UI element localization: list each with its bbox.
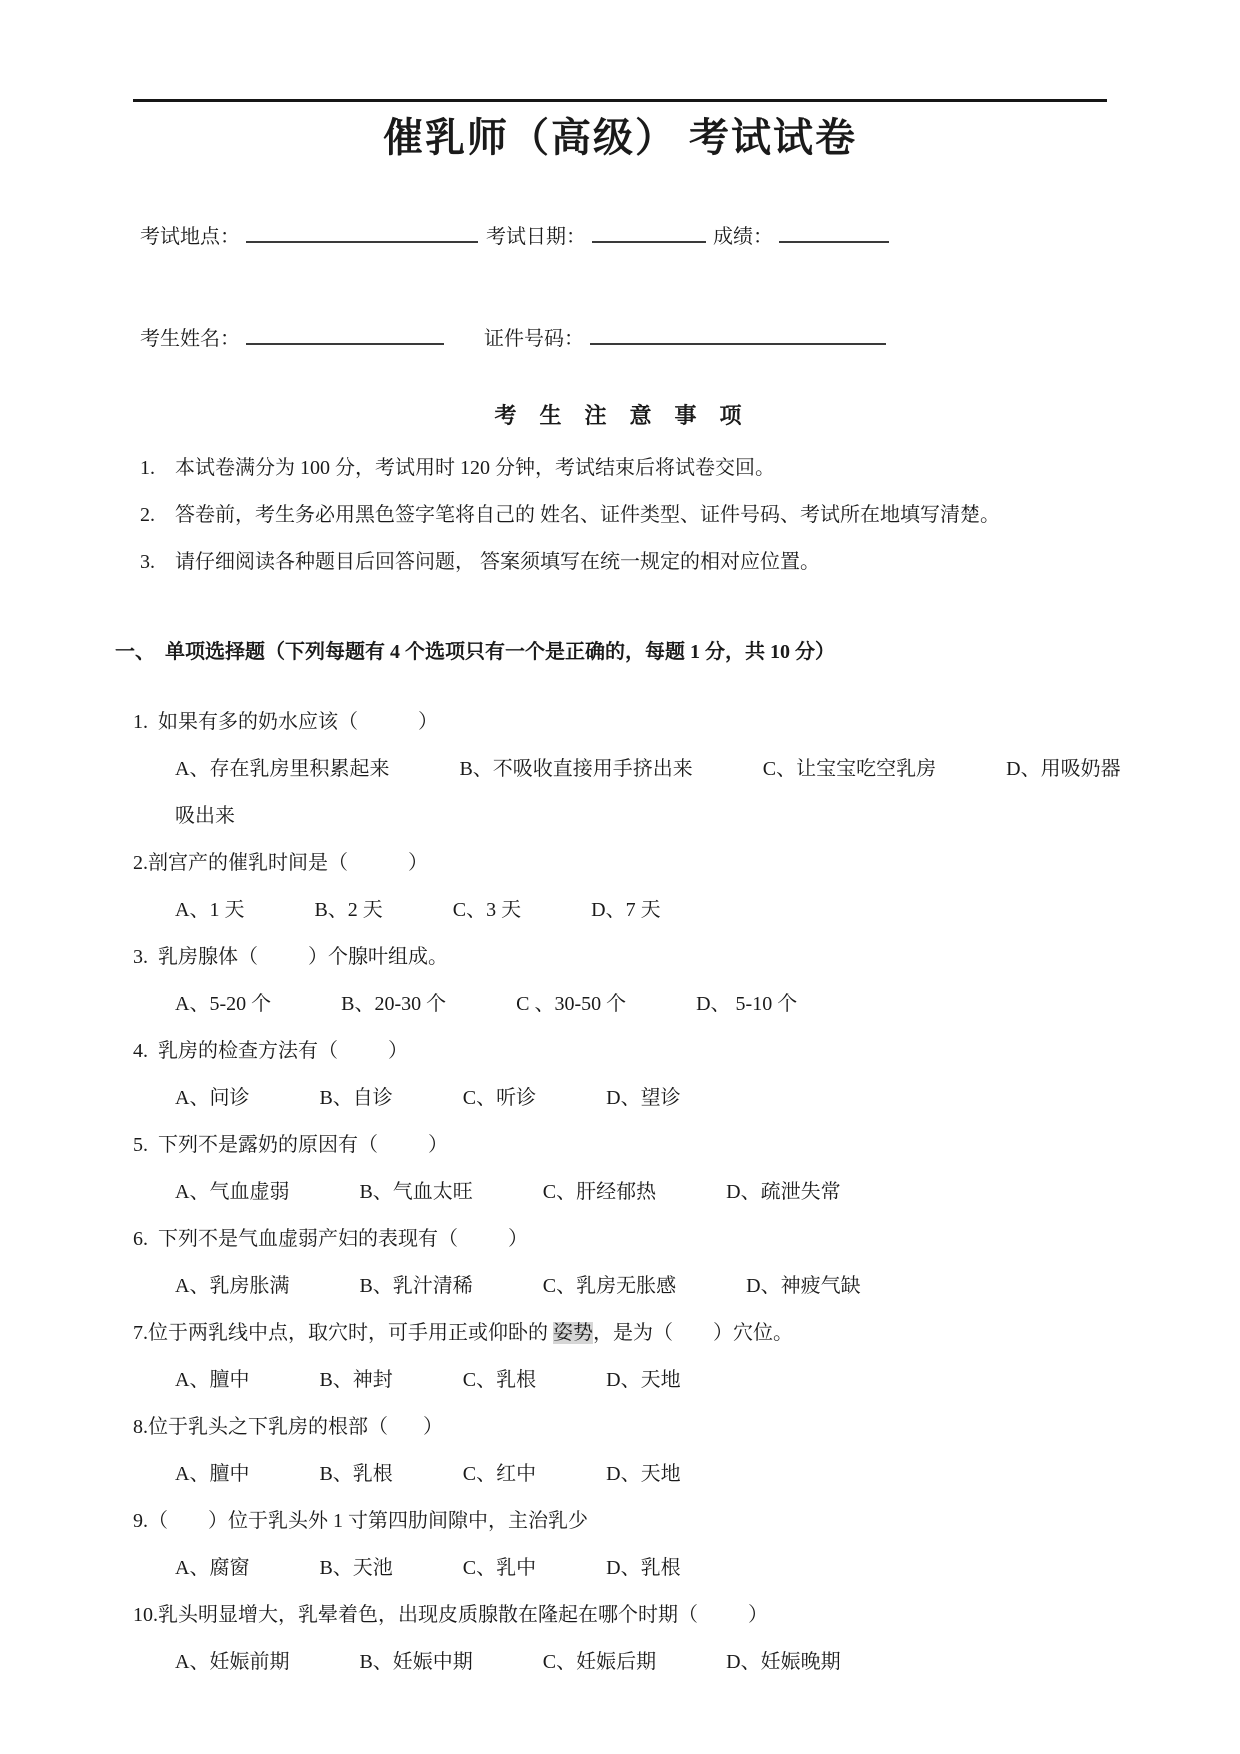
option: B、20-30 个 (341, 993, 447, 1015)
candidate-name-blank (246, 323, 444, 345)
section-heading (115, 637, 1125, 667)
notice-item-text: 答卷前，考生务必用黑色签字笔将自己的 姓名、证件类型、证件号码、考试所在地填写清楚。 (175, 504, 1000, 526)
option: D、天地 (606, 1369, 681, 1391)
option: C、听诊 (462, 1087, 537, 1109)
option: C、肝经郁热 (542, 1181, 657, 1203)
exam-info-row (115, 221, 1125, 251)
question-options (115, 746, 1125, 840)
option: B、气血太旺 (359, 1181, 473, 1203)
option: A、乳房胀满 (175, 1275, 290, 1297)
id-number-blank (590, 323, 886, 345)
question-1 (115, 699, 1125, 840)
option: C、3 天 (452, 899, 522, 921)
option: D、妊娠晚期 (726, 1651, 841, 1673)
notice-item-text: 请仔细阅读各种题目后回答问题， 答案须填写在统一规定的相对应位置。 (175, 551, 820, 573)
option: C、乳房无胀感 (542, 1275, 677, 1297)
candidate-name-label: 考生姓名： (140, 328, 240, 350)
option: C、红中 (462, 1463, 537, 1485)
option: A、问诊 (175, 1087, 250, 1109)
id-number-label: 证件号码： (484, 328, 584, 350)
question-8 (115, 1404, 1125, 1498)
notice-item-3 (115, 547, 1125, 577)
question-9 (115, 1498, 1125, 1592)
option: D、 5-10 个 (696, 993, 798, 1015)
exam-location-label: 考试地点： (140, 226, 240, 248)
option: D、天地 (606, 1463, 681, 1485)
option: B、2 天 (314, 899, 383, 921)
highlighted-word: 姿势 (553, 1322, 593, 1344)
exam-location-blank (246, 221, 478, 243)
option: B、不吸收直接用手挤出来 (459, 758, 693, 780)
option: B、神封 (319, 1369, 393, 1391)
question-options (115, 1357, 1125, 1404)
option: A、气血虚弱 (175, 1181, 290, 1203)
section-title: 单项选择题（下列每题有 4 个选项只有一个是正确的，每题 1 分，共 10 分） (165, 641, 835, 663)
notice-item-1 (115, 453, 1125, 483)
exam-date-label: 考试日期： (486, 226, 586, 248)
option: D、神疲气缺 (746, 1275, 861, 1297)
question-options (115, 887, 1125, 934)
exam-date-blank (592, 221, 706, 243)
score-blank (779, 221, 889, 243)
option: D、望诊 (606, 1087, 681, 1109)
candidate-info-row (115, 323, 1125, 353)
notice-item-number: 3. (140, 551, 155, 573)
notice-item-number: 1. (140, 457, 155, 479)
option: A、妊娠前期 (175, 1651, 290, 1673)
question-4 (115, 1028, 1125, 1122)
option: B、乳汁清稀 (359, 1275, 473, 1297)
question-stem: 10.乳头明显增大，乳晕着色，出现皮质腺散在隆起在哪个时期（ ） (133, 1604, 768, 1626)
option: B、天池 (319, 1557, 393, 1579)
option: D、用吸奶器吸出来 (175, 758, 1121, 827)
notice-item-number: 2. (140, 504, 155, 526)
option: A、膻中 (175, 1463, 250, 1485)
option: C、让宝宝吃空乳房 (762, 758, 937, 780)
option: C、妊娠后期 (542, 1651, 657, 1673)
question-stem: 7.位于两乳线中点，取穴时，可手用正或仰卧的 姿势，是为（ ）穴位。 (133, 1322, 793, 1344)
questions-list (115, 699, 1125, 1686)
option: A、5-20 个 (175, 993, 272, 1015)
question-options (115, 1169, 1125, 1216)
notice-heading: 考 生 注 意 事 项 (494, 403, 746, 428)
question-stem: 8.位于乳头之下乳房的根部（ ） (133, 1416, 443, 1438)
question-options (115, 1639, 1125, 1686)
question-stem: 6. 下列不是气血虚弱产妇的表现有（ ） (133, 1228, 528, 1250)
option: A、1 天 (175, 899, 245, 921)
question-2 (115, 840, 1125, 934)
option: B、乳根 (319, 1463, 393, 1485)
question-options (115, 1263, 1125, 1310)
option: B、自诊 (319, 1087, 393, 1109)
notice-item-2 (115, 500, 1125, 530)
question-options (115, 1075, 1125, 1122)
option: A、膻中 (175, 1369, 250, 1391)
question-stem: 9.（ ）位于乳头外 1 寸第四肋间隙中，主治乳少 (133, 1510, 588, 1532)
question-stem: 3. 乳房腺体（ ）个腺叶组成。 (133, 946, 448, 968)
notice-item-text: 本试卷满分为 100 分，考试用时 120 分钟，考试结束后将试卷交回。 (175, 457, 775, 479)
option: A、腐窗 (175, 1557, 250, 1579)
question-options (115, 1545, 1125, 1592)
question-3 (115, 934, 1125, 1028)
notice-list (115, 453, 1125, 577)
option: C、乳根 (462, 1369, 537, 1391)
section-number: 一、 (115, 641, 155, 663)
question-10 (115, 1592, 1125, 1686)
question-6 (115, 1216, 1125, 1310)
score-label: 成绩： (713, 226, 773, 248)
option: C 、30-50 个 (516, 993, 627, 1015)
question-stem: 4. 乳房的检查方法有（ ） (133, 1040, 408, 1062)
option: D、疏泄失常 (726, 1181, 841, 1203)
question-5 (115, 1122, 1125, 1216)
question-7 (115, 1310, 1125, 1404)
question-stem: 2.剖宫产的催乳时间是（ ） (133, 852, 428, 874)
option: D、7 天 (591, 899, 661, 921)
question-stem: 1. 如果有多的奶水应该（ ） (133, 711, 438, 733)
question-stem: 5. 下列不是露奶的原因有（ ） (133, 1134, 448, 1156)
question-options (115, 1451, 1125, 1498)
option: C、乳中 (462, 1557, 537, 1579)
question-options (115, 981, 1125, 1028)
header-rule (133, 99, 1107, 102)
option: A、存在乳房里积累起来 (175, 758, 390, 780)
option: B、妊娠中期 (359, 1651, 473, 1673)
option: D、乳根 (606, 1557, 681, 1579)
page-title: 催乳师（高级） 考试试卷 (383, 115, 857, 160)
